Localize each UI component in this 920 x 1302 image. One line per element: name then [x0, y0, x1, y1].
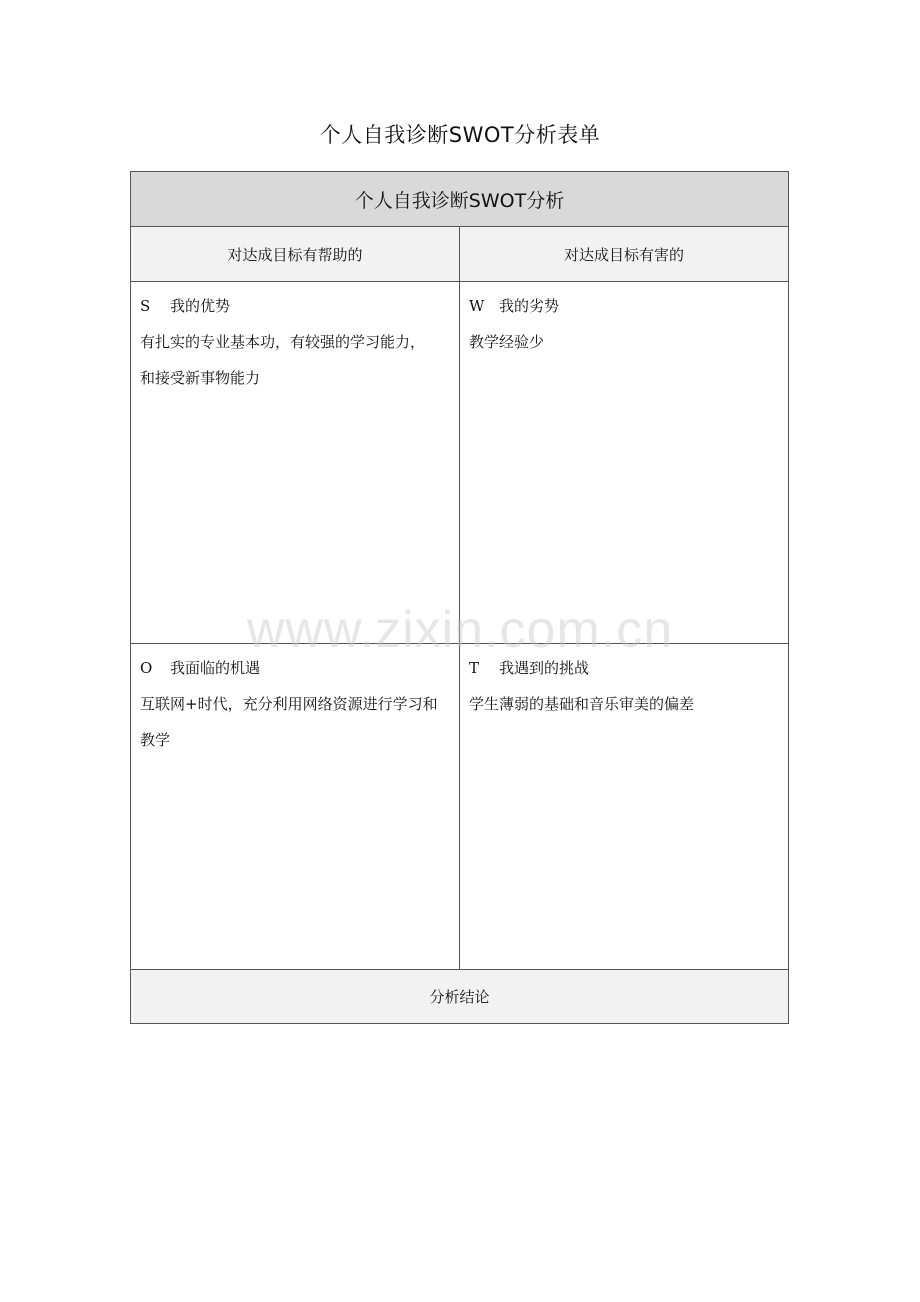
opportunities-line: 教学: [140, 731, 171, 749]
threats-title: 我遇到的挑战: [499, 659, 590, 677]
strengths-letter: S: [140, 297, 151, 315]
weaknesses-letter: W: [469, 297, 485, 315]
strengths-title: 我的优势: [170, 297, 231, 315]
swot-row-internal: [131, 282, 788, 644]
column-headers: [131, 227, 788, 282]
weaknesses-cell: [459, 282, 788, 643]
helpful-column-header: 对达成目标有帮助的: [227, 245, 363, 264]
opportunities-cell: [131, 644, 459, 969]
strengths-line: 有扎实的专业基本功，有较强的学习能力，: [140, 333, 426, 351]
harmful-column-header: 对达成目标有害的: [459, 227, 788, 281]
document-title: 个人自我诊断SWOT分析表单: [319, 123, 601, 147]
conclusion-row: 分析结论: [131, 970, 788, 1023]
weaknesses-line: 教学经验少: [469, 333, 545, 351]
threats-cell: [459, 644, 788, 969]
weaknesses-heading: [469, 288, 780, 324]
weaknesses-title: 我的劣势: [499, 297, 560, 315]
threats-letter: T: [469, 659, 480, 677]
threats-line: 学生薄弱的基础和音乐审美的偏差: [469, 695, 695, 713]
strengths-heading: [140, 288, 451, 324]
opportunities-line: 互联网+时代，充分利用网络资源进行学习和: [140, 695, 438, 713]
opportunities-heading: [140, 650, 451, 686]
swot-row-external: [131, 644, 788, 970]
strengths-line: 和接受新事物能力: [140, 369, 261, 387]
watermark: www.zixin.com.cn: [246, 601, 674, 659]
strengths-cell: [131, 282, 459, 643]
opportunities-letter: O: [140, 659, 153, 677]
threats-heading: [469, 650, 780, 686]
table-header: 个人自我诊断SWOT分析: [131, 172, 788, 227]
swot-table: [130, 171, 789, 1024]
opportunities-title: 我面临的机遇: [170, 659, 261, 677]
